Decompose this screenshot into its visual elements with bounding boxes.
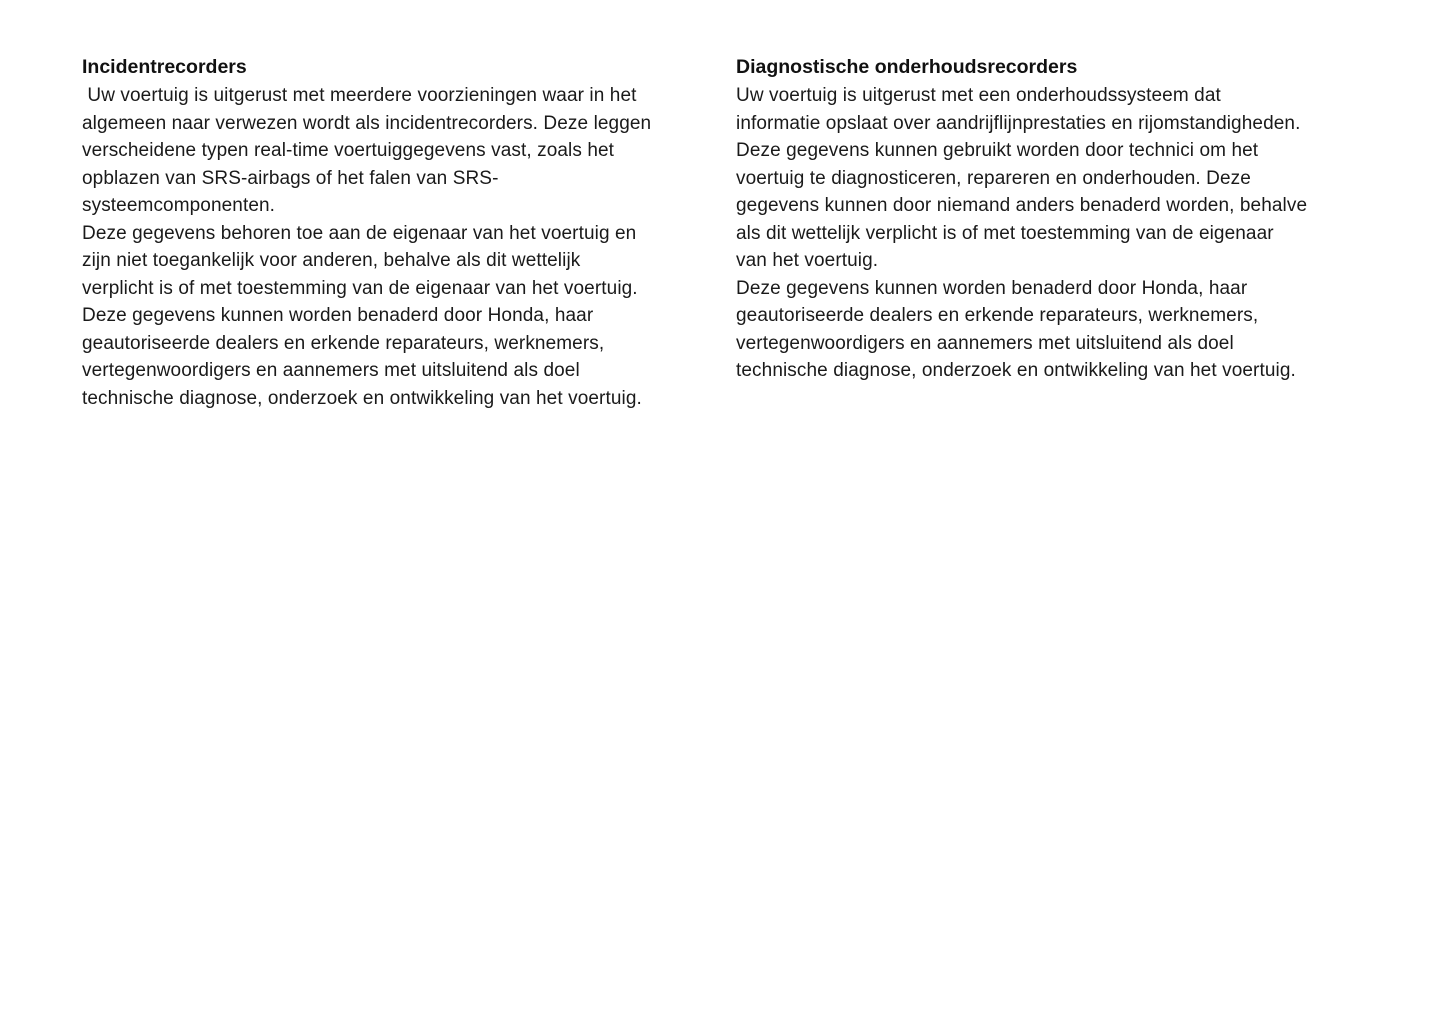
section-body-diagnostic-recorders: Uw voertuig is uitgerust met een onderhoudssysteem dat informatie opslaat over aandrijflijnprestaties en rijomstandigheden. Deze gegevens kunnen gebruikt worden door technici om het voertuig te diagnosticeren, repareren en onderhouden. Deze gegevens kunnen door niemand anders benaderd worden, behalve als dit wettelijk verplicht is of met toestemming van de eigenaar van het voertuig. Deze gegevens kunnen worden benaderd door Honda, haar geautoriseerde dealers en erkende reparateurs, werknemers, vertegenwoordigers en aannemers met uitsluitend als doel technische diagnose, onderzoek en ontwikkeling van het voertuig. — [736, 85, 1308, 381]
right-column — [736, 53, 1401, 385]
section-heading-incident-recorders: Incidentrecorders — [82, 56, 247, 78]
left-column — [82, 53, 727, 412]
section-body-incident-recorders: Uw voertuig is uitgerust met meerdere voorzieningen waar in het algemeen naar verwezen wordt als incidentrecorders. Deze leggen verscheidene typen real-time voertuiggegevens vast, zoals het opblazen van SRS-airbags of het falen van SRS- systeemcomponenten. Deze gegevens behoren toe aan de eigenaar van het voertuig en zijn niet toegankelijk voor anderen, behalve als dit wettelijk verplicht is of met toestemming van de eigenaar van het voertuig. Deze gegevens kunnen worden benaderd door Honda, haar geautoriseerde dealers en erkende reparateurs, werknemers, vertegenwoordigers en aannemers met uitsluitend als doel technische diagnose, onderzoek en ontwikkeling van het voertuig. — [82, 85, 652, 409]
section-heading-diagnostic-recorders: Diagnostische onderhoudsrecorders — [736, 56, 1078, 78]
